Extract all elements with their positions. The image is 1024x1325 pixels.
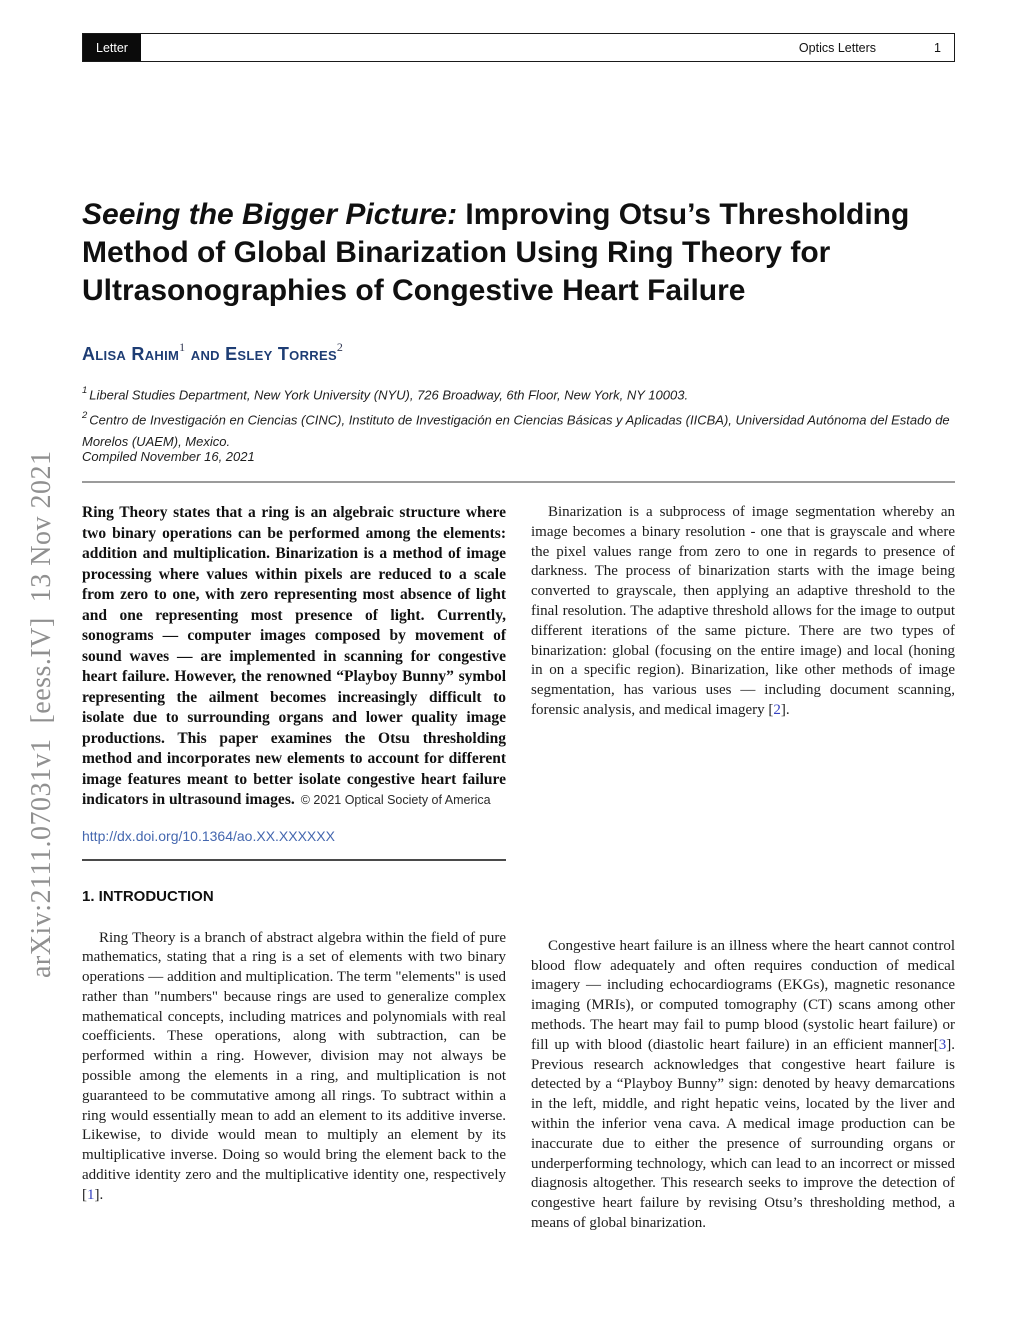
binarization-paragraph-text: Binarization is a subprocess of image segmentation whereby an image becomes a binary resolution - one that is grayscale and where the pixel values range from zero to one in regards to presence of darkness. The process of binarization starts with the image being converted to grayscale, then applying an adaptive threshold to the final resolution. The adaptive threshold allows for the image to output different iterations of the same picture. There are two types of binarization: global (focusing on the entire image) and local (honing in on a specific region). Binarization, like other methods of image segmentation, has various uses — including document scanning, forensic analysis, and medical imagery [ [531, 504, 955, 718]
authors-connector: and [185, 344, 226, 364]
affiliation-2-text: Centro de Investigación en Ciencias (CINC), Instituto de Investigación en Ciencias Básicas y Aplicadas (IICBA), Universidad Autónoma del Estado de Morelos (UAEM), Mexico. [82, 412, 950, 449]
doi-link[interactable]: http://dx.doi.org/10.1364/ao.XX.XXXXXX [82, 827, 335, 844]
heart-failure-paragraph [531, 937, 955, 1234]
copyright-note: © 2021 Optical Society of America [300, 793, 491, 807]
paper-title-italic-part: Seeing the Bigger Picture: [82, 198, 458, 232]
intro-paragraph [82, 929, 506, 1206]
compiled-date: Compiled November 16, 2021 [82, 449, 255, 464]
heart-failure-paragraph-tail: ]. Previous research acknowledges that congestive heart failure is detected by a “Playboy Bunny” sign: denoted by heavy demarcations in the left, middle, and right hepatic veins, located by the liver and within the inferior vena cava. A medical image production can be inaccurate due to either the presence of surrounding organs or underperforming technology, which can lead to an incorrect or missed diagnosis altogether. This research seeks to improve the detection of congestive heart failure by revising Otsu’s thresholding method, a means of global binarization. [531, 1036, 955, 1231]
binarization-paragraph [531, 503, 955, 721]
heart-failure-paragraph-text: Congestive heart failure is an illness where the heart cannot control blood flow adequately and often requires conduction of medical imagery — including echocardiograms (EKGs), magnetic resonance imaging (MRIs), or computed tomography (CT) scans among other methods. The heart may fail to pump blood (systolic heart failure) or fill up with blood (diastolic heart failure) in an efficient manner[ [531, 937, 955, 1053]
journal-header [82, 33, 955, 62]
affiliations-block [82, 381, 964, 452]
right-column [531, 503, 955, 1234]
citation-link-2[interactable]: 2 [773, 701, 781, 718]
affiliation-1-marker: 1 [82, 385, 88, 396]
abstract-divider-rule [82, 859, 506, 861]
affiliation-2 [82, 406, 964, 452]
citation-link-1[interactable]: 1 [87, 1186, 95, 1203]
article-type-badge [83, 34, 141, 61]
arxiv-watermark: arXiv:2111.07031v1 [eess.IV] 13 Nov 2021 [26, 450, 57, 978]
page-number: 1 [934, 40, 941, 55]
author-affil-marker-1: 1 [179, 340, 186, 354]
paper-title-regular-part: Improving Otsu’s Thresholding Method of Global Binarization Using Ring Theory for Ultrasonographies of Congestive Heart Failure [82, 198, 910, 308]
authors-line [82, 342, 343, 365]
paper-title [82, 196, 967, 310]
author-name-2: Esley Torres [225, 344, 337, 364]
journal-name: Optics Letters [798, 40, 877, 55]
abstract-text: Ring Theory states that a ring is an algebraic structure where two binary operations can be performed among the elements: addition and multiplication. Binarization is a method of image processing where values within pixels are reduced to a scale from zero to one, with zero representing most absence of light and one representing most presence of light. Currently, sonograms — computer images composed by movement of sound waves — are implemented in scanning for congestive heart failure. However, the renowned “Playboy Bunny” symbol representing the ailment becomes increasingly difficult to isolate due to surrounding organs and lower quality image productions. This paper examines the Otsu thresholding method and incorporates new elements to account for different image features meant to better isolate congestive heart failure indicators in ultrasound images. [82, 504, 506, 808]
affiliation-1 [82, 381, 964, 406]
article-type-label: Letter [96, 40, 128, 55]
journal-header-right [799, 34, 954, 61]
intro-paragraph-text: Ring Theory is a branch of abstract algebra within the field of pure mathematics, stating that a ring is a set of elements with two binary operations — addition and multiplication. The term "elements" is used rather than "numbers" because rings are used to generalize complex mathematical concepts, including matrices and polynomials with real coefficients. These operations, along with subtraction, can be performed within a ring. However, division may not always be possible among the elements in a ring, and multiplication is not guaranteed to be commutative among all rings. To subtract within a ring would essentially mean to add an element to its additive inverse. Likewise, to divide would mean to multiply an element by its multiplicative inverse. Doing so would bring the element back to the additive identity zero and the multiplicative identity one, respectively [ [82, 929, 506, 1203]
header-divider-rule [82, 481, 955, 483]
abstract-paragraph [82, 503, 506, 811]
affiliation-1-text: Liberal Studies Department, New York University (NYU), 726 Broadway, 6th Floor, New York, NY 10003. [89, 387, 689, 403]
section-heading-introduction: 1. INTRODUCTION [82, 887, 214, 905]
citation-link-3[interactable]: 3 [938, 1036, 947, 1053]
author-name-1: Alisa Rahim [82, 344, 180, 364]
affiliation-2-marker: 2 [82, 409, 88, 421]
binarization-paragraph-tail: ]. [780, 701, 790, 718]
left-column [82, 503, 506, 1206]
author-affil-marker-2: 2 [336, 340, 344, 354]
intro-paragraph-tail: ]. [94, 1186, 104, 1203]
